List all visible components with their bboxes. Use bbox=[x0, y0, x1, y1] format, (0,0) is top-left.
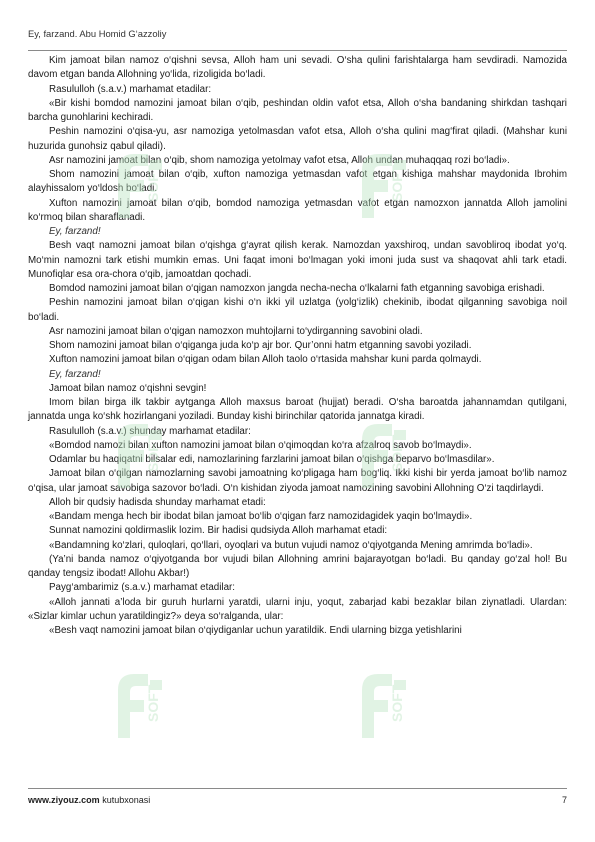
svg-text:SOFT: SOFT bbox=[145, 164, 161, 202]
paragraph: Asr namozini jamoat bilan o‘qigan namozxon muhtojlarni to‘ydirganning savobini oladi. bbox=[49, 325, 423, 337]
paragraph: Sunnat namozini qoldirmaslik lozim. Bir hadisi qudsiyda Alloh marhamat etadi: bbox=[49, 525, 388, 537]
paragraph: Shom namozini jamoat bilan o‘qiganga juda ko‘p ajr bor. Qur’onni hatm etganning savobi yoziladi. bbox=[49, 340, 472, 351]
svg-text:SOFT: SOFT bbox=[389, 164, 405, 202]
svg-text:SOFT: SOFT bbox=[389, 684, 405, 722]
footer-site-link[interactable]: www.ziyouz.com bbox=[28, 795, 100, 805]
svg-text:SOFT: SOFT bbox=[389, 434, 405, 472]
paragraph: «Bandam menga hech bir ibodat bilan jamoat bo‘lib o‘qigan farz namozidagidek yaqin bo‘lmaydi». bbox=[49, 511, 473, 522]
paragraph: Odamlar bu haqiqatni bilsalar edi, namozlarining farzlarini jamoat bilan o‘qishga beparvo bo‘lmasdilar». bbox=[49, 454, 495, 465]
section-heading: Ey, farzand! bbox=[49, 226, 101, 237]
paragraph: «Bandamning ko‘zlari, quloqlari, qo‘llari, oyoqlari va butun vujudi namoz o‘qiyotganda Mening amrimda bo‘ladi». bbox=[49, 539, 533, 551]
svg-text:SOFT: SOFT bbox=[145, 684, 161, 722]
header-divider bbox=[28, 50, 567, 51]
svg-text:SOFT: SOFT bbox=[145, 434, 161, 472]
paragraph: Imom bilan birga ilk takbir aytganga Alloh maxsus baroat (hujjat) beradi. O‘sha baroatda jahannamdan qutilgani, jannatda unga ko‘shk hozirlangani yoziladi. Bunday kishi birinchilar qatorida jannatga kiradi. bbox=[28, 397, 567, 423]
footer-section-label: kutubxonasi bbox=[102, 795, 151, 805]
footer-divider bbox=[28, 788, 567, 789]
paragraph: Alloh bir qudsiy hadisda shunday marhamat etadi: bbox=[49, 496, 266, 508]
paragraph: «Bomdod namozi bilan xufton namozini jamoat bilan o‘qimoqdan ko‘ra afzalroq savob bo‘lmaydi». bbox=[49, 439, 472, 451]
running-header: Ey, farzand. Abu Homid G‘azzoliy bbox=[28, 28, 167, 39]
paragraph: Xufton namozini jamoat bilan o‘qigan odam bilan Alloh taolo o‘rtasida mahshar kuni parda qolmaydi. bbox=[49, 354, 482, 366]
paragraph: Xufton namozini jamoat bilan o‘qib, bomdod namoziga yetmasdan vafot etgan namozxon jannatda Alloh jamolini ko‘rmoq bilan sharaflanadi. bbox=[28, 197, 567, 223]
paragraph: Besh vaqt namozni jamoat bilan o‘qishga g‘ayrat qilish kerak. Namozdan yaxshiroq, undan savobliroq ibodat yo‘q. Mo‘min namozni tark etishi mumkin emas. Uni faqat imoni bo‘lmagan yoki imoni juda sust va shaqovat ahli tark etadi. Munofiqlar esa ora-chora o‘qib, jamoatdan qochadi. bbox=[28, 240, 567, 280]
paragraph: (Ya’ni banda namoz o‘qiyotganda bor vujudi bilan Allohning amrini bajarayotgan bo‘ladi. Bu qanday go‘zal hol! Bu qanday tengsiz ibodat! Allohu Akbar!) bbox=[28, 553, 567, 579]
paragraph: «Alloh jannati a’loda bir guruh hurlarni yaratdi, ularni inju, yoqut, zabarjad kabi bezaklar bilan ziynatladi. Ulardan: «Sizlar kimlar uchun yaratildingiz?» deya so‘ralganda, ular: bbox=[28, 596, 567, 622]
paragraph: Rasululloh (s.a.v.) marhamat etadilar: bbox=[49, 83, 212, 95]
paragraph: Peshin namozini o‘qisa-yu, asr namoziga yetolmasdan vafot etsa, Alloh o‘sha qulini mag‘firat qiladi. (Mahshar kuni huzurida gunohsiz qabul qiladi). bbox=[28, 126, 567, 152]
paragraph: Shom namozini jamoat bilan o‘qib, xufton namoziga yetmasdan vafot etgan kishiga mahshar maydonida Ibrohim alayhissalom yo‘ldosh bo‘ladi. bbox=[28, 169, 567, 195]
paragraph: Kim jamoat bilan namoz o‘qishni sevsa, Alloh ham uni sevadi. O‘sha qulini farishtalarga ham sevdiradi. Namozida davom etgan banda Allohning yo‘lida, rizoligida bo‘ladi. bbox=[28, 55, 567, 81]
page-footer bbox=[28, 795, 567, 805]
paragraph: «Bir kishi bomdod namozini jamoat bilan o‘qib, peshindan oldin vafot etsa, Alloh o‘sha bandaning shirkdan tashqari barcha gunohlarini kechiradi. bbox=[28, 97, 567, 123]
paragraph: Jamoat bilan o‘qilgan namozlarning savobi jamoatning ko‘pligaga ham bog‘liq. Ikki kishi bir yerda jamoat bo‘lib namoz o‘qisa, ular jamoat savobiga sazovor bo‘ladi. O‘n kishidan ziyoda jamoat namozining savobini Allohning O‘zi taqdirlaydi. bbox=[28, 468, 567, 494]
page-number: 7 bbox=[561, 795, 567, 805]
paragraph: Peshin namozini jamoat bilan o‘qigan kishi o‘n ikki yil uzlatga (yolg‘izlik) chekinib, ibodat qilganning savobiga noil bo‘ladi. bbox=[28, 297, 567, 323]
paragraph: Asr namozini jamoat bilan o‘qib, shom namoziga yetolmay vafot etsa, Alloh undan muhaqqaq rozi bo‘ladi». bbox=[49, 154, 510, 166]
paragraph: Bomdod namozini jamoat bilan o‘qigan namozxon jangda necha-necha o‘lkalarni fath etganning savobiga erishadi. bbox=[49, 283, 545, 294]
section-heading: Ey, farzand! bbox=[49, 368, 101, 380]
paragraph: Payg‘ambarimiz (s.a.v.) marhamat etadilar: bbox=[49, 582, 236, 594]
page-body bbox=[28, 54, 567, 780]
paragraph: «Besh vaqt namozini jamoat bilan o‘qiydiganlar uchun yaratildik. Endi ularning bizga yetishlarini bbox=[49, 625, 462, 636]
paragraph: Rasululloh (s.a.v.) shunday marhamat etadilar: bbox=[49, 425, 251, 437]
paragraph: Jamoat bilan namoz o‘qishni sevgin! bbox=[49, 382, 207, 394]
